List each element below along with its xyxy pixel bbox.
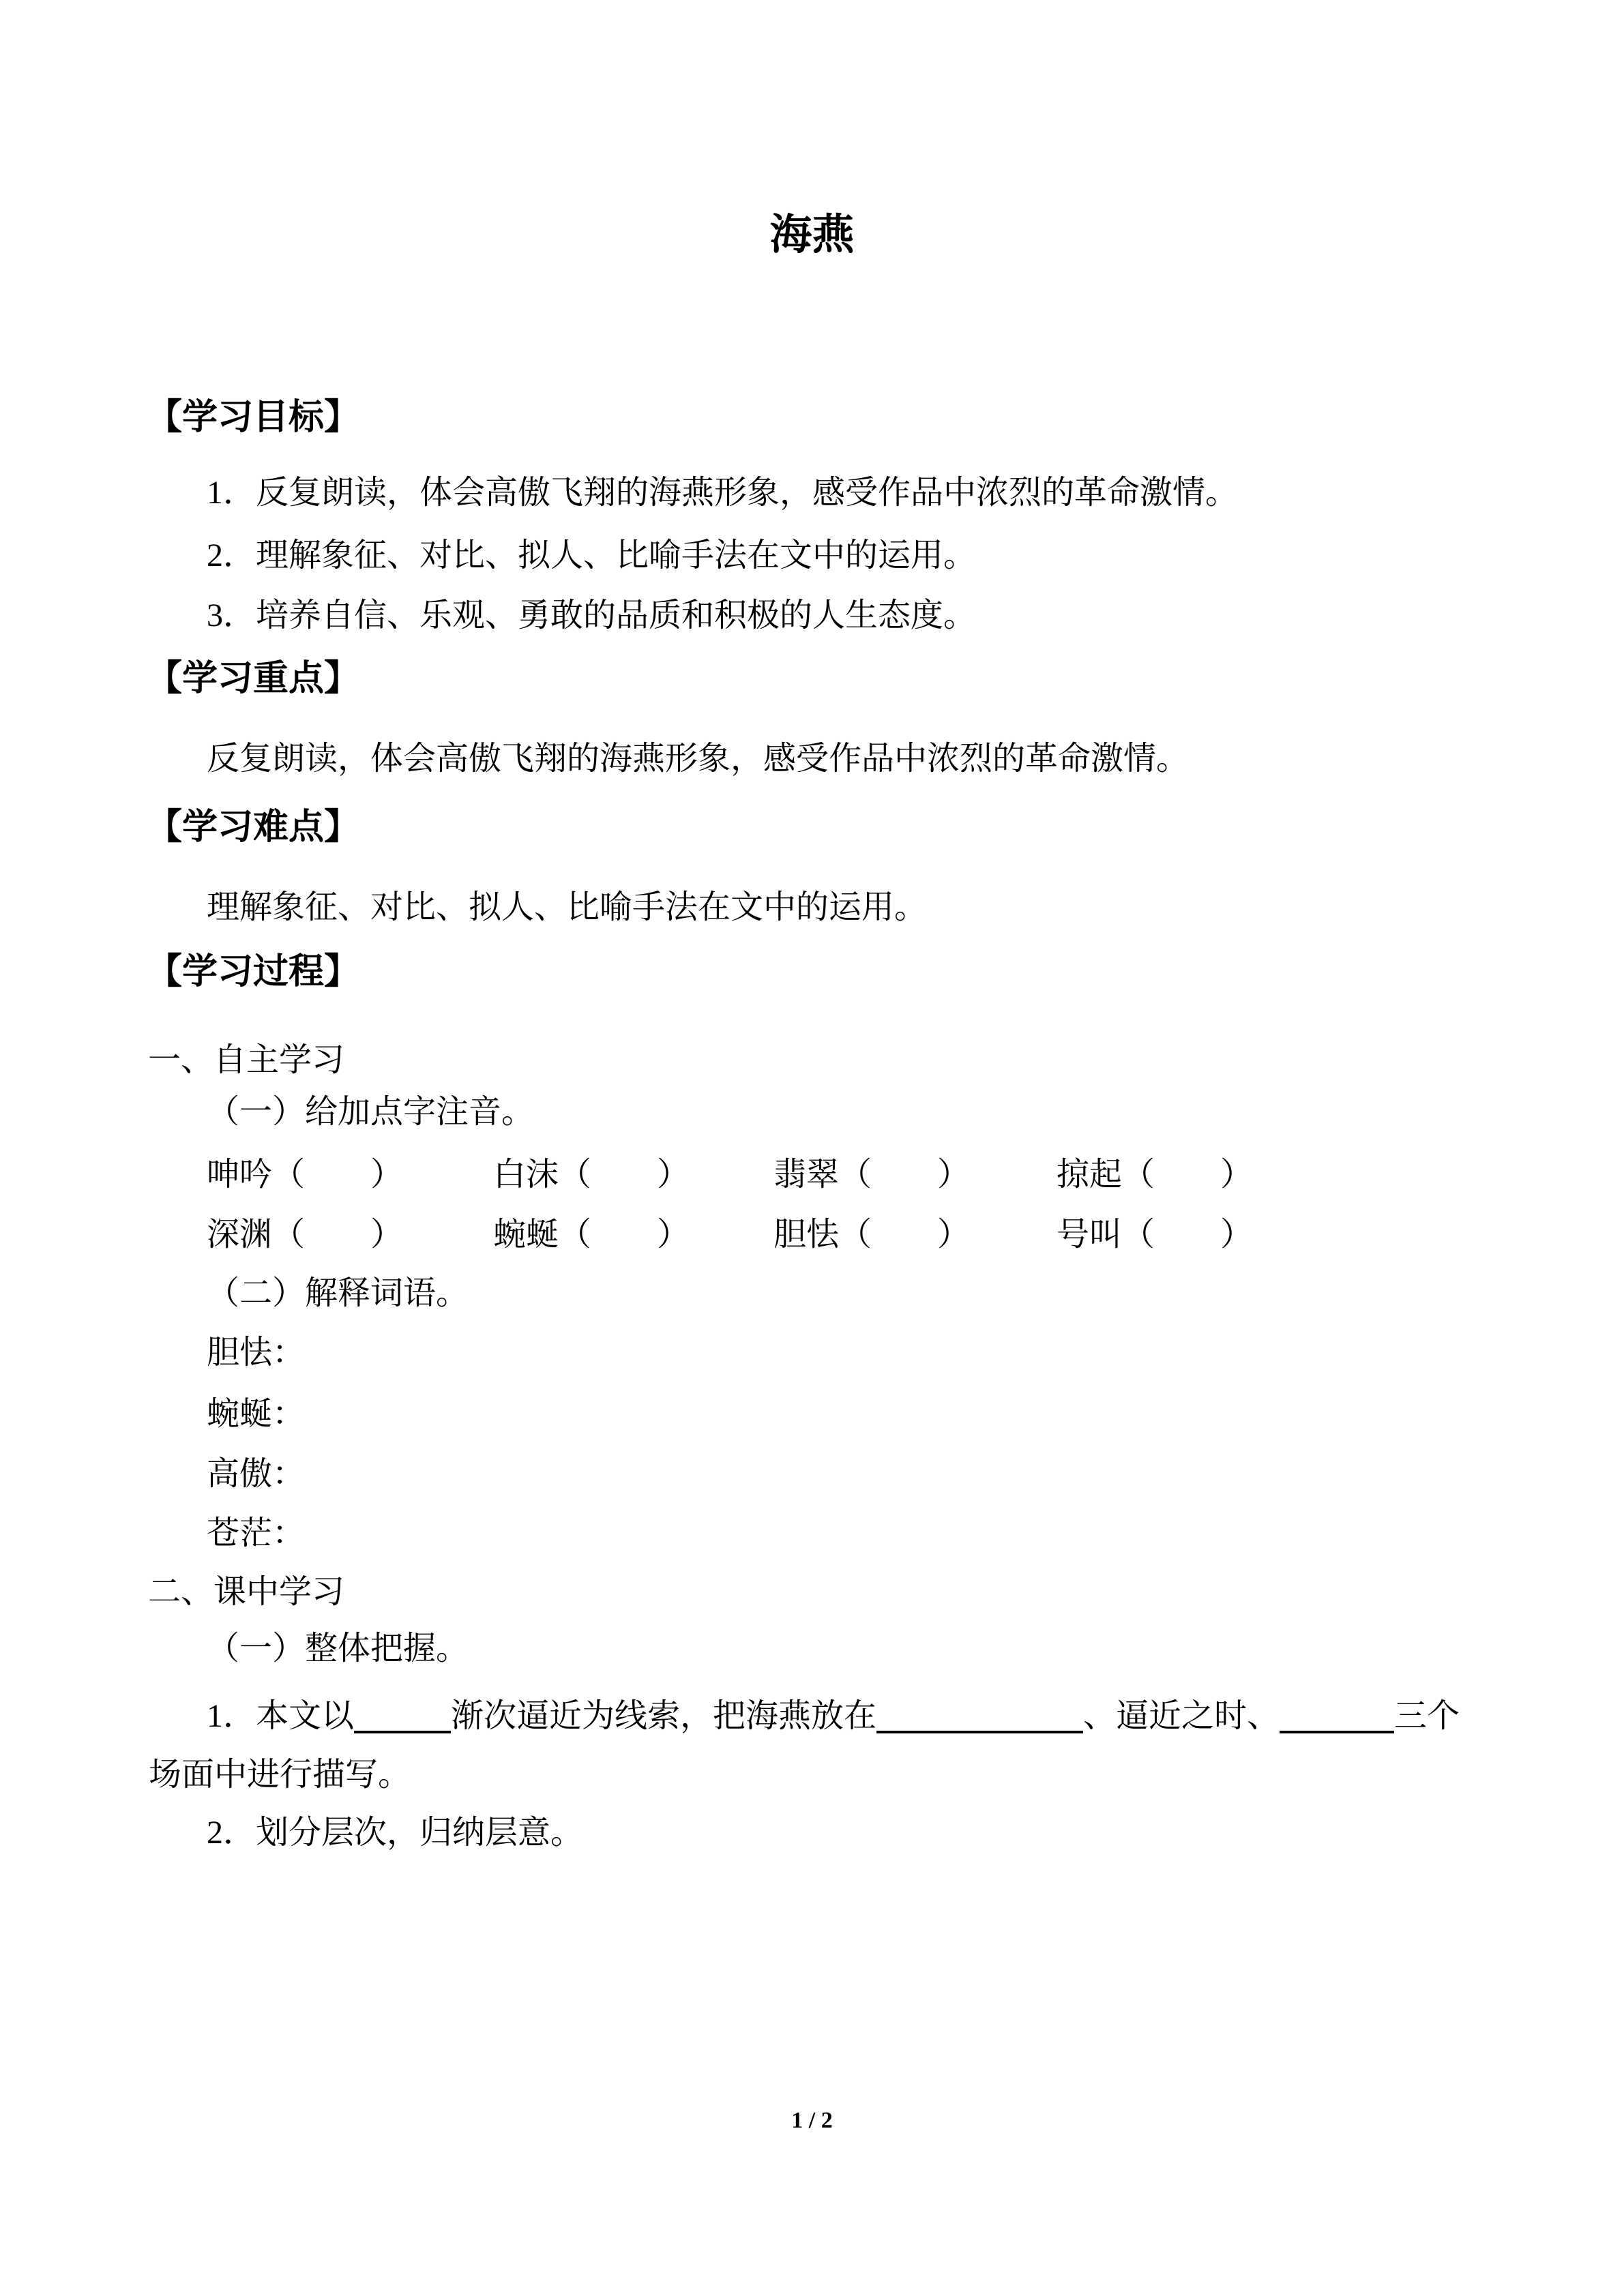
question-1-text-1: 1．本文以 xyxy=(207,1698,355,1734)
question-1-line-2: 场面中进行描写。 xyxy=(149,1757,411,1793)
focus-heading: 【学习重点】 xyxy=(147,659,360,698)
question-1-line-1 xyxy=(207,1697,1460,1735)
objective-item-2: 2．理解象征、对比、拟人、比喻手法在文中的运用。 xyxy=(207,537,977,573)
fill-blank-2 xyxy=(876,1703,1083,1733)
fill-blank-1 xyxy=(354,1703,451,1733)
question-1-text-2: 渐次逼近为线索，把海燕放在 xyxy=(451,1698,877,1734)
section-1-sub-1: （一）给加点字注音。 xyxy=(207,1094,535,1130)
section-1-title: 一、自主学习 xyxy=(148,1042,345,1078)
term-cangmang: 苍茫： xyxy=(207,1515,306,1551)
pinyin-item: 白沫（ ） xyxy=(493,1157,690,1193)
objectives-heading: 【学习目标】 xyxy=(147,398,360,437)
focus-text: 反复朗读，体会高傲飞翔的海燕形象，感受作品中浓烈的革命激情。 xyxy=(207,741,1190,777)
process-heading: 【学习过程】 xyxy=(147,953,360,992)
question-1-text-4: 三个 xyxy=(1394,1698,1460,1734)
question-2: 2．划分层次，归纳层意。 xyxy=(207,1815,584,1851)
page-number: 1 / 2 xyxy=(791,2108,833,2133)
pinyin-item: 蜿蜒（ ） xyxy=(493,1217,690,1253)
pinyin-item: 呻吟（ ） xyxy=(207,1157,404,1193)
objective-item-3: 3．培养自信、乐观、勇敢的品质和积极的人生态度。 xyxy=(207,597,977,633)
pinyin-item: 胆怯（ ） xyxy=(773,1217,971,1253)
pinyin-item: 掠起（ ） xyxy=(1057,1157,1254,1193)
term-wanyan: 蜿蜒： xyxy=(207,1396,306,1432)
section-1-sub-2: （二）解释词语。 xyxy=(207,1275,469,1311)
fill-blank-3 xyxy=(1280,1703,1394,1733)
page-title: 海燕 xyxy=(769,212,855,258)
section-2-sub-1: （一）整体把握。 xyxy=(207,1630,469,1667)
term-gaoao: 高傲： xyxy=(207,1456,306,1492)
difficulty-heading: 【学习难点】 xyxy=(147,808,360,847)
difficulty-text: 理解象征、对比、拟人、比喻手法在文中的运用。 xyxy=(207,889,928,925)
question-1-text-3: 、逼近之时、 xyxy=(1083,1698,1280,1734)
pinyin-item: 翡翠（ ） xyxy=(773,1157,971,1193)
section-2-title: 二、课中学习 xyxy=(148,1574,345,1610)
term-danqie: 胆怯： xyxy=(207,1335,306,1371)
pinyin-item: 深渊（ ） xyxy=(207,1217,404,1253)
objective-item-1: 1．反复朗读，体会高傲飞翔的海燕形象，感受作品中浓烈的革命激情。 xyxy=(207,475,1239,511)
pinyin-item: 号叫（ ） xyxy=(1057,1217,1254,1253)
